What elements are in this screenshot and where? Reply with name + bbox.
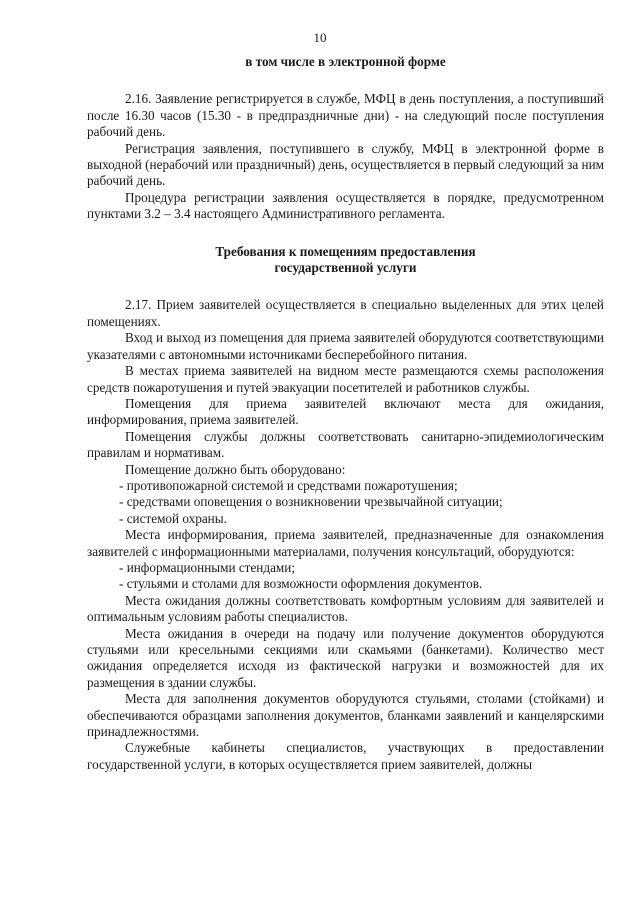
list-item: - системой охраны. — [119, 510, 227, 526]
document-body — [87, 54, 604, 773]
section-heading-line2: государственной услуги — [274, 260, 417, 276]
paragraph-equipment-intro: Помещение должно быть оборудовано: — [125, 461, 346, 477]
list-item: - противопожарной системой и средствами пожаротушения; — [119, 477, 458, 493]
list-item: - средствами оповещения о возникновении чрезвычайной ситуации; — [119, 494, 503, 510]
registration-section — [87, 91, 604, 222]
premises-section — [87, 297, 604, 773]
list-item: - стульями и столами для возможности оформления документов. — [119, 576, 483, 592]
paragraph-sanitary-rules: Помещения службы должны соответствовать санитарно-эпидемиологическим правилам и нормативам. — [87, 428, 604, 461]
paragraph-2-16: 2.16. Заявление регистрируется в службе, МФЦ в день поступления, а поступивший после 16.30 часов (15.30 - в предпраздничные дни) - на следующий после поступления рабочий день. — [87, 91, 604, 140]
paragraph-evacuation-schemes: В местах приема заявителей на видном месте размещаются схемы расположения средств пожаротушения и путей эвакуации посетителей и работников службы. — [87, 363, 604, 395]
list-item: - информационными стендами; — [119, 559, 295, 575]
paragraph-entrance-exit: Вход и выход из помещения для приема заявителей оборудуются соответствующими указателями с автономными источниками бесперебойного питания. — [87, 330, 604, 362]
paragraph-2-17: 2.17. Прием заявителей осуществляется в специально выделенных для этих целей помещениях. — [87, 297, 604, 329]
paragraph-information-places: Места информирования, приема заявителей, предназначенные для ознакомления заявителей с информационными материалами, получения консультаций, оборудуются: — [87, 527, 604, 559]
page-number: 10 — [313, 30, 327, 45]
paragraph-registration-procedure: Процедура регистрации заявления осуществляется в порядке, предусмотренном пунктами 3.2 – 3.4 настоящего Административного регламента. — [87, 189, 604, 222]
section-heading-line1: Требования к помещениям предоставления — [215, 243, 476, 259]
paragraph-service-offices: Служебные кабинеты специалистов, участвующих в предоставлении государственной услуги, в которых осуществляется прием заявителей, должны — [87, 740, 604, 772]
section-heading — [87, 244, 604, 277]
paragraph-electronic-registration: Регистрация заявления, поступившего в службу, МФЦ в электронной форме в выходной (нерабочий или праздничный) день, осуществляется в первый следующий за ним рабочий день. — [87, 140, 604, 189]
paragraph-premises-include: Помещения для приема заявителей включают места для ожидания, информирования, приема заявителей. — [87, 395, 604, 428]
paragraph-document-filling-places: Места для заполнения документов оборудуются стульями, столами (стойками) и обеспечиваются образцами заполнения документов, бланками заявлений и канцелярскими принадлежностями. — [87, 691, 604, 740]
paragraph-waiting-places: Места ожидания должны соответствовать комфортным условиям для заявителей и оптимальным условиям работы специалистов. — [87, 592, 604, 625]
paragraph-queue-seating: Места ожидания в очереди на подачу или получение документов оборудуются стульями или кресельными секциями или скамьями (банкетами). Количество мест ожидания определяется исходя из фактической нагрузки и возможностей для их размещения в здании службы. — [87, 625, 604, 690]
top-heading: в том числе в электронной форме — [245, 54, 446, 69]
